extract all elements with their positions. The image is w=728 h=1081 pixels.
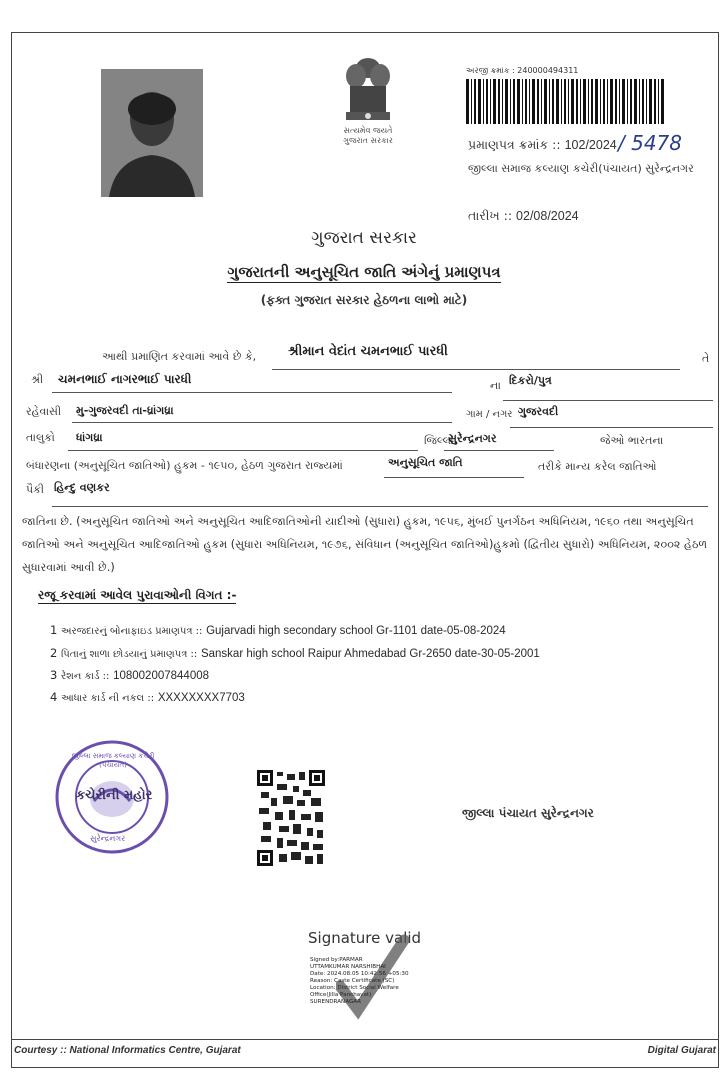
certificate-subtitle: (ફક્ત ગુજરાત સરકાર હેઠળના લાભો માટે) (260, 293, 468, 307)
district: સુરેન્દ્રનગર (448, 432, 497, 445)
taluka-label: તાલુકો (26, 431, 55, 444)
footer-courtesy: Courtesy :: National Informatics Centre, Gujarat (14, 1045, 241, 1056)
constitution-text: બંધારણના (અનુસૂચિત જાતિઓ) હુકમ - ૧૯૫૦, હેઠળ ગુજરાત રાજ્યમાં (26, 459, 343, 472)
signature-line: Date: 2024.08.05 10:42:56 +05:30 (310, 971, 409, 977)
date-row (468, 208, 579, 224)
item-value: XXXXXXXX7703 (157, 692, 245, 704)
caste-underline (52, 480, 708, 507)
evidence-item (50, 623, 506, 637)
item-number: 2 (50, 646, 58, 660)
evidence-item (50, 690, 245, 704)
taluka: ધાંગધ્રા (76, 431, 103, 444)
emblem-state: ગુજરાત સરકાર (343, 136, 393, 145)
signature-line: Signed by:PARMAR (310, 957, 363, 963)
seal-text: જીલ્લા સમાજ કલ્યાણ કચેરી (પંચાયત) (71, 752, 155, 769)
certificate-number-label: પ્રમાણપત્ર ક્રમાંક :: (468, 137, 561, 152)
item-value: Gujarvadi high secondary school Gr-1101 date-05-08-2024 (206, 625, 506, 637)
resident: મુ-ગુજરવદી તા-ધ્રાંગધ્રા (76, 404, 174, 417)
na-text: ના (490, 379, 501, 392)
item-number: 3 (50, 668, 58, 682)
relation: દિકરો/પુત્ર (509, 374, 552, 387)
item-number: 1 (50, 623, 58, 637)
item-label: આધાર કાર્ડ ની નકલ :: (60, 693, 155, 704)
caste: હિન્દુ વણકર (54, 481, 110, 494)
evidence-item (50, 646, 540, 660)
signature-line: UTTAMKUMAR NARSHIBHAI (310, 964, 386, 970)
government-title: ગુજરાત સરકાર (311, 228, 417, 248)
category: અનુસૂચિત જાતિ (388, 456, 463, 469)
emblem-motto: સત્યમેવ જયતે (343, 126, 393, 135)
signature-line: Location: District Social Welfare (310, 985, 399, 991)
item-label: પિતાનું શાળા છોડયાનું પ્રમાણપત્ર :: (60, 649, 198, 660)
signature-details (310, 957, 430, 1006)
resident-label: રહેવાસી (26, 405, 62, 418)
certificate-title-wrap (0, 262, 728, 281)
signature-line: SURENDRANAGAR (310, 999, 362, 1005)
district-label: જિલ્લો (424, 434, 454, 447)
te-text: તે (702, 352, 710, 365)
village: ગુજરવદી (518, 405, 559, 418)
item-number: 4 (50, 690, 58, 704)
item-label: અરજદારનું બોનાફાઇડ પ્રમાણપત્ર :: (60, 626, 203, 637)
issue-date: 02/08/2024 (516, 209, 579, 223)
handwritten-number: / 5478 (618, 131, 682, 155)
father-name: ચમનભાઈ નાગરભાઈ પારધી (58, 372, 192, 386)
applicant-photo (101, 69, 203, 197)
application-number: અરજી ક્રમાંક : 240000494311 (466, 66, 579, 75)
item-label: રેશન કાર્ડ :: (60, 671, 110, 682)
recognized-text: તરીકે માન્ય કરેલ જાતિઓ (538, 460, 657, 473)
item-value: 108002007844008 (113, 670, 210, 682)
seal-city: સુરેન્દ્રનગર (90, 834, 126, 843)
emblem-caption (318, 126, 418, 146)
certificate-number: 102/2024 (564, 138, 617, 152)
evidence-item (50, 668, 209, 682)
signature-line: Office(Jilla Panchayat) (310, 992, 372, 998)
intro-text: આથી પ્રમાણિત કરવામાં આવે છે કે, (102, 350, 257, 363)
evidence-heading: રજૂ કરવામાં આવેલ પુરાવાઓની વિગત :- (38, 588, 237, 602)
seal-overlay-text: કચેરીની મહોર (76, 788, 153, 803)
signature-title: Signature valid (308, 929, 422, 947)
applicant-name: શ્રીમાન વેદાંત ચમનભાઈ પારધી (288, 344, 448, 359)
office-name: જીલ્લા સમાજ કલ્યાણ કચેરી(પંચાયત) સુરેન્દ્રનગર (468, 162, 694, 175)
panchayat-name: જીલ્લા પંચાયત સુરેન્દ્રનગર (462, 806, 594, 820)
legal-paragraph: જાતિના છે. (અનુસૂચિત જાતિઓ અને અનુસૂચિત આદિજાતિઓની યાદીઓ (સુધારા) હુકમ, ૧૯૫૬, મુંબઈ પુનર્ગઠન અધિનિયમ, ૧૯૬૦ તથા અનુસૂચિત જાતિઓ અને અનુસૂચિત આદિજાતિઓ હુકમ (સુધારા અધિનિયમ, ૧૯૭૬, સંવિધાન (અનુસૂચિત જાતિઓ)હુકમો (દ્વિતીય સુધારો) અધિનિયમ, ૨૦૦૨ હેઠળ સુધારવામાં આવી છે.) (22, 515, 708, 574)
signature-line: Reason: Caste Certificate (SC) (310, 978, 395, 984)
footer-divider (11, 1039, 719, 1040)
barcode (466, 79, 666, 124)
certificate-title: ગુજરાતની અનુસૂચિત જાતિ અંગેનું પ્રમાણપત્ર (227, 263, 501, 281)
village-label: ગામ / નગર (466, 409, 513, 420)
shri-text: શ્રી (31, 373, 44, 386)
india-text: જેઓ ભારતના (600, 434, 664, 447)
taluka-underline (68, 428, 418, 451)
item-value: Sanskar high school Raipur Ahmedabad Gr-2650 date-30-05-2001 (200, 648, 540, 660)
qr-code (257, 770, 325, 866)
date-label: તારીખ :: (468, 208, 513, 223)
footer-brand: Digital Gujarat (647, 1045, 716, 1056)
certificate-number-row (468, 137, 617, 153)
among-text: પૈકી (26, 483, 45, 496)
